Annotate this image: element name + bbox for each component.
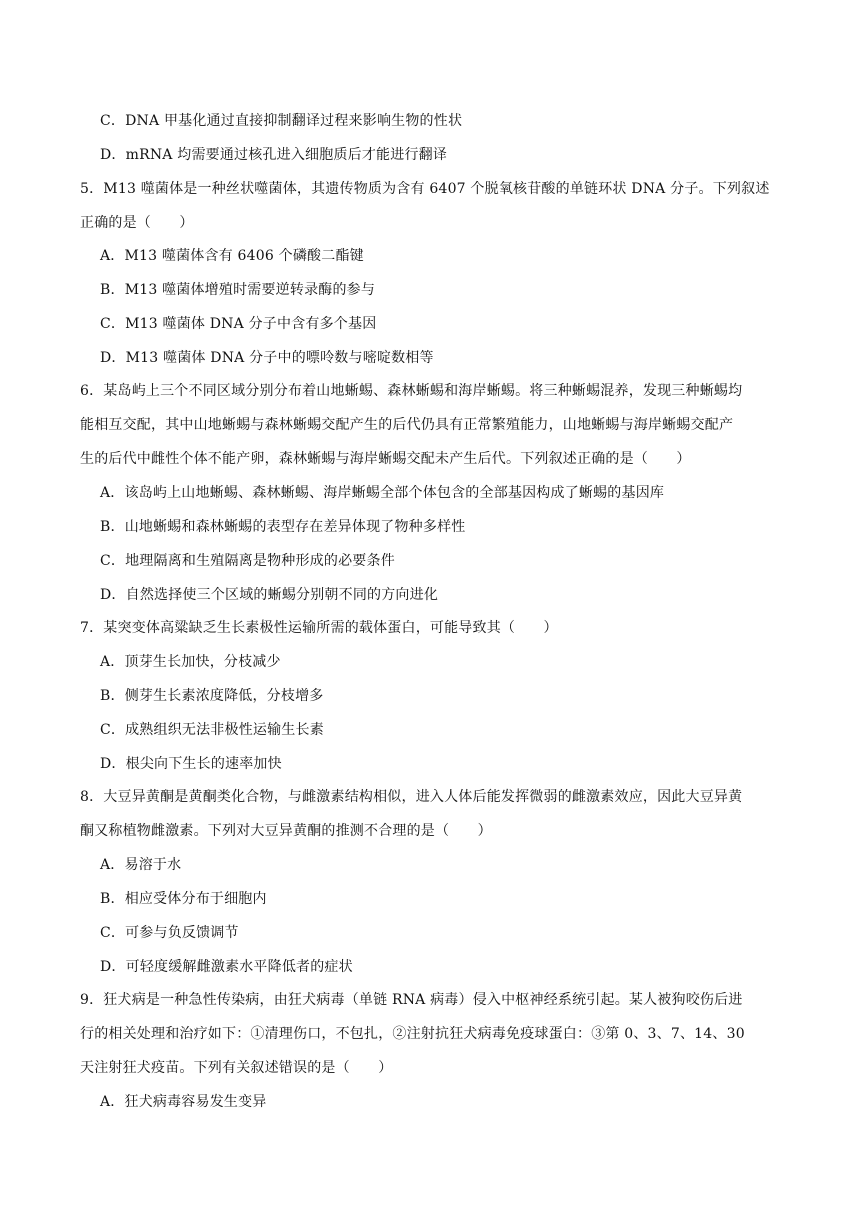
q7-option-b: B．侧芽生长素浓度降低，分枝增多: [100, 688, 324, 704]
q5-option-a: A．M13 噬菌体含有 6406 个磷酸二酯键: [100, 248, 364, 264]
q6-stem-line-1: 6．某岛屿上三个不同区域分别分布着山地蜥蜴、森林蜥蜴和海岸蜥蜴。将三种蜥蜴混养，发现三种蜥蜴均: [80, 383, 743, 399]
q5-stem-line-2: 正确的是（ ）: [80, 215, 194, 231]
q8-option-b: B．相应受体分布于细胞内: [100, 891, 267, 907]
q5-option-c: C．M13 噬菌体 DNA 分子中含有多个基因: [100, 316, 377, 332]
q8-option-d: D．可轻度缓解雌激素水平降低者的症状: [100, 959, 353, 975]
q6-option-d: D．自然选择使三个区域的蜥蜴分别朝不同的方向进化: [100, 587, 439, 603]
q5-option-b: B．M13 噬菌体增殖时需要逆转录酶的参与: [100, 282, 376, 298]
q6-stem-line-3: 生的后代中雌性个体不能产卵，森林蜥蜴与海岸蜥蜴交配未产生后代。下列叙述正确的是（ ）: [80, 451, 691, 467]
q8-option-c: C．可参与负反馈调节: [100, 925, 239, 941]
q6-stem-line-2: 能相互交配，其中山地蜥蜴与森林蜥蜴交配产生的后代仍具有正常繁殖能力，山地蜥蜴与海岸蜥蜴交配产: [80, 417, 734, 433]
q7-stem: 7．某突变体高粱缺乏生长素极性运输所需的载体蛋白，可能导致其（ ）: [80, 620, 558, 636]
q7-option-a: A．顶芽生长加快，分枝减少: [100, 654, 281, 670]
q7-option-d: D．根尖向下生长的速率加快: [100, 756, 282, 772]
q8-stem-line-1: 8．大豆异黄酮是黄酮类化合物，与雌激素结构相似，进入人体后能发挥微弱的雌激素效应，因此大豆异黄: [80, 789, 743, 805]
q6-option-c: C．地理隔离和生殖隔离是物种形成的必要条件: [100, 553, 395, 569]
q4-option-d: D．mRNA 均需要通过核孔进入细胞质后才能进行翻译: [100, 147, 448, 163]
q9-stem-line-2: 行的相关处理和治疗如下：①清理伤口，不包扎，②注射抗狂犬病毒免疫球蛋白：③第 0、3、7、14、30: [80, 1026, 745, 1042]
q9-option-a: A．狂犬病毒容易发生变异: [100, 1094, 267, 1110]
q7-option-c: C．成熟组织无法非极性运输生长素: [100, 722, 324, 738]
q6-option-b: B．山地蜥蜴和森林蜥蜴的表型存在差异体现了物种多样性: [100, 519, 466, 535]
q8-option-a: A．易溶于水: [100, 857, 182, 873]
q4-option-c: C．DNA 甲基化通过直接抑制翻译过程来影响生物的性状: [100, 113, 463, 129]
q5-option-d: D．M13 噬菌体 DNA 分子中的嘌呤数与嘧啶数相等: [100, 350, 434, 366]
q9-stem-line-1: 9．狂犬病是一种急性传染病，由狂犬病毒（单链 RNA 病毒）侵入中枢神经系统引起。某人被狗咬伤后进: [80, 992, 743, 1008]
q6-option-a: A．该岛屿上山地蜥蜴、森林蜥蜴、海岸蜥蜴全部个体包含的全部基因构成了蜥蜴的基因库: [100, 485, 665, 501]
q8-stem-line-2: 酮又称植物雌激素。下列对大豆异黄酮的推测不合理的是（ ）: [80, 823, 492, 839]
q5-stem-line-1: 5．M13 噬菌体是一种丝状噬菌体，其遗传物质为含有 6407 个脱氧核苷酸的单链环状 DNA 分子。下列叙述: [80, 181, 770, 197]
q9-stem-line-3: 天注射狂犬疫苗。下列有关叙述错误的是（ ）: [80, 1060, 393, 1076]
